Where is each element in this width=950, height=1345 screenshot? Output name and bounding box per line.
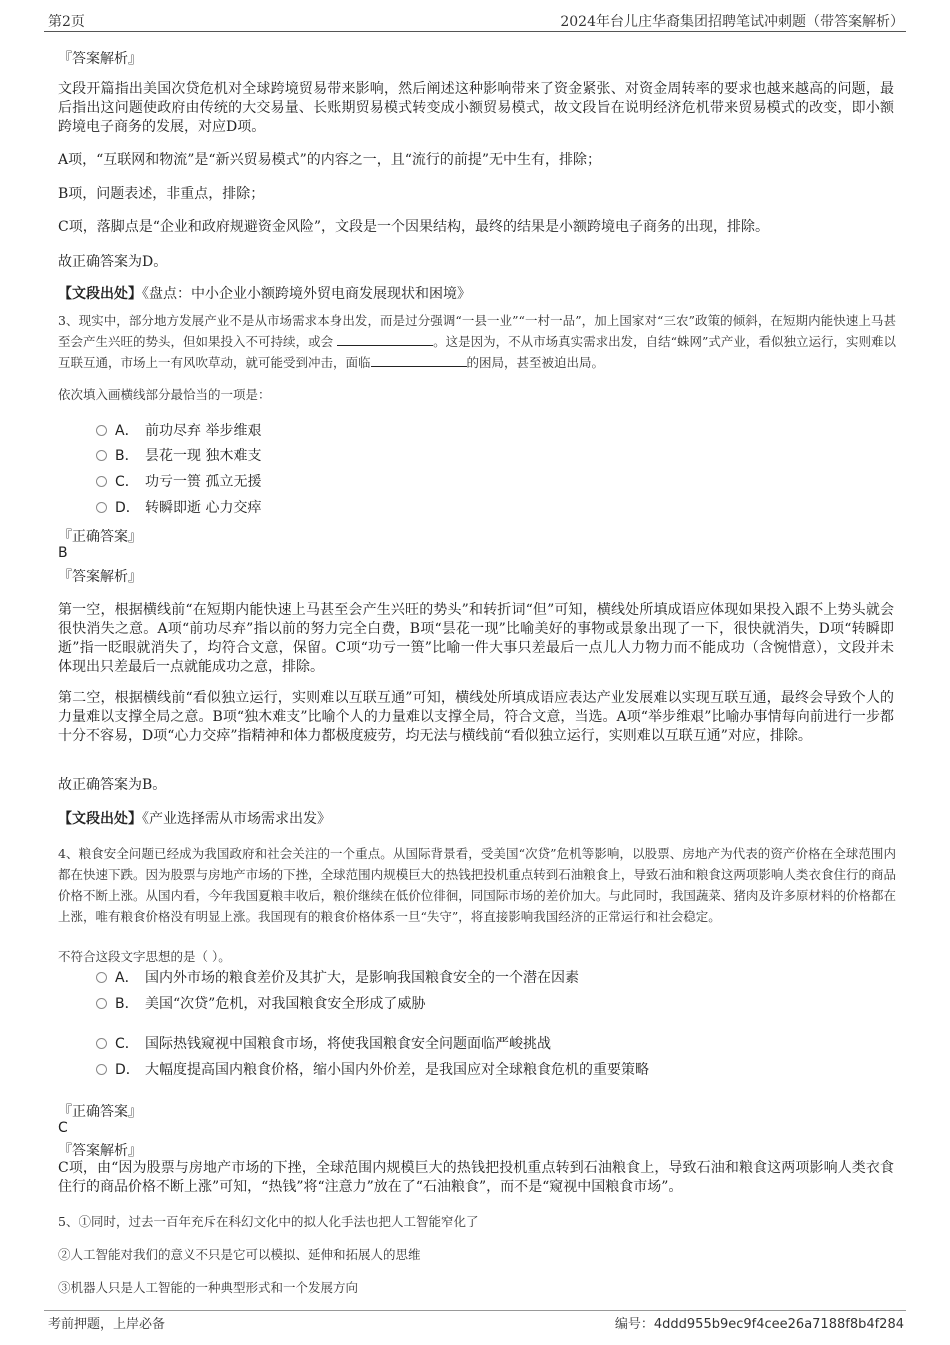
q4-answer: C — [58, 1120, 68, 1136]
q4-option-d-letter: D． — [115, 1062, 140, 1078]
q4-option-b-letter: B． — [115, 996, 139, 1012]
q2-analysis-label: 『答案解析』 — [58, 51, 142, 67]
q3-option-b-text: 昙花一现 独木难支 — [145, 448, 262, 464]
q3-analysis-para2: 第二空，根据横线前“看似独立运行，实则难以互联互通”可知，横线处所填成语应表达产业发展难以实现互联互通，最终会导致个人的力量难以支撑全局之意。B项“独木难支”比喻个人的力量难以支撑全局，符合文意，当选。A项“举步维艰”比喻办事情每向前进行一步都十分不容易，D项“心力交瘁”指精神和体力都极度疲劳，均无法与横线前“看似独立运行，实则难以互联互通”对应，排除。 — [58, 690, 894, 744]
q3-source — [58, 810, 894, 829]
q4-stem: 4、粮食安全问题已经成为我国政府和社会关注的一个重点。从国际背景看，受美国“次贷”危机等影响，以股票、房地产为代表的资产价格在全球范围内都在快速下跌。因为股票与房地产市场的下挫，全球范围内规模巨大的热钱把投机重点转到石油粮食上，导致石油和粮食这两项影响人类衣食住行的商品价格不断上涨。从国内看，今年我国夏粮丰收后，粮价继续在低价位徘徊，同国际市场的差价加大。与此同时，我国蔬菜、猪肉及许多原材料的价格都在上涨，唯有粮食价格没有明显上涨。我国现有的粮食价格体系一旦“失守”，将直接影响我国经济的正常运行和社会稳定。 — [58, 846, 896, 924]
q2-source — [58, 285, 894, 304]
q5-sentence-1: 5、①同时，过去一百年充斥在科幻文化中的拟人化手法也把人工智能窄化了 — [58, 1214, 479, 1229]
q4-option-b[interactable] — [96, 993, 425, 1013]
radio-icon[interactable] — [96, 450, 107, 461]
q3-analysis-label: 『答案解析』 — [58, 569, 142, 585]
q3-option-d[interactable] — [96, 497, 261, 517]
q3-stem-part2: 。这是因为，不从市场真实需求出发，自结“蛛网”式产业，看似独立运行，实则难以互联互通，市场上一有风吹草动，就可能受到冲击，面临 — [58, 334, 896, 370]
q3-option-d-letter: D． — [115, 500, 140, 516]
q4-option-a-letter: A． — [115, 970, 139, 986]
q3-blank-1 — [337, 333, 433, 346]
q4-prompt: 不符合这段文字思想的是（ ）。 — [58, 949, 231, 964]
q5-sentence-3: ③机器人只是人工智能的一种典型形式和一个发展方向 — [58, 1280, 359, 1295]
q2-option-a-explanation: A项，“互联网和物流”是“新兴贸易模式”的内容之一，且“流行的前提”无中生有，排除； — [58, 152, 602, 168]
q3-option-a[interactable] — [96, 420, 261, 440]
q4-option-b-text: 美国“次贷”危机，对我国粮食安全形成了威胁 — [145, 996, 426, 1012]
q4-option-c-text: 国际热钱窥视中国粮食市场，将使我国粮食安全问题面临严峻挑战 — [145, 1036, 551, 1052]
q3-answer-label: 『正确答案』 — [58, 529, 142, 545]
q2-option-c-explanation: C项，落脚点是“企业和政府规避资金风险”，文段是一个因果结构，最终的结果是小额跨境电子商务的出现，排除。 — [58, 219, 770, 235]
q4-option-d-text: 大幅度提高国内粮食价格，缩小国内外价差，是我国应对全球粮食危机的重要策略 — [145, 1062, 649, 1078]
q3-stem — [58, 310, 896, 373]
q3-option-b[interactable] — [96, 445, 261, 465]
q2-option-b-explanation: B项，问题表述，非重点，排除； — [58, 186, 265, 202]
q3-blank-2 — [371, 354, 467, 367]
header-divider — [44, 31, 906, 32]
q5-sentence-2: ②人工智能对我们的意义不只是它可以模拟、延伸和拓展人的思维 — [58, 1247, 421, 1262]
q4-option-d[interactable] — [96, 1059, 649, 1079]
q3-option-c[interactable] — [96, 471, 261, 491]
q2-source-title: 《盘点：中小企业小额跨境外贸电商发展现状和困境》 — [142, 286, 471, 302]
q3-prompt: 依次填入画横线部分最恰当的一项是： — [58, 387, 271, 402]
q3-option-a-letter: A． — [115, 423, 139, 439]
document-title: 2024年台儿庄华裔集团招聘笔试冲刺题（带答案解析） — [560, 14, 904, 30]
radio-icon[interactable] — [96, 476, 107, 487]
q4-option-a[interactable] — [96, 967, 579, 987]
q2-source-label: 【文段出处】 — [58, 286, 142, 302]
q3-answer: B — [58, 545, 68, 561]
document-id: 编号：4ddd955b9ec9f4cee26a7188f8b4f284 — [614, 1317, 904, 1332]
radio-icon[interactable] — [96, 1038, 107, 1049]
q3-option-c-letter: C． — [115, 474, 139, 490]
q2-conclusion: 故正确答案为D。 — [58, 254, 168, 270]
q4-analysis-text: C项，由“因为股票与房地产市场的下挫，全球范围内规模巨大的热钱把投机重点转到石油粮食上，导致石油和粮食这两项影响人类衣食住行的商品价格不断上涨”可知，“热钱”将“注意力”放在了“石油粮食”，而不是“窥视中国粮食市场”。 — [58, 1160, 894, 1195]
q3-stem-part3: 的困局，甚至被迫出局。 — [466, 355, 605, 370]
radio-icon[interactable] — [96, 425, 107, 436]
q3-option-b-letter: B． — [115, 448, 139, 464]
q3-conclusion: 故正确答案为B。 — [58, 777, 167, 793]
footer-slogan: 考前押题，上岸必备 — [48, 1317, 166, 1332]
q4-option-c[interactable] — [96, 1033, 551, 1053]
q3-option-d-text: 转瞬即逝 心力交瘁 — [145, 500, 262, 516]
q2-analysis-text: 文段开篇指出美国次贷危机对全球跨境贸易带来影响，然后阐述这种影响带来了资金紧张、对资金周转率的要求也越来越高的问题，最后指出这问题使政府由传统的大交易量、长账期贸易模式转变成小额贸易模式，故文段旨在说明经济危机带来贸易模式的改变，即小额跨境电子商务的发展，对应D项。 — [58, 81, 894, 135]
radio-icon[interactable] — [96, 1064, 107, 1075]
radio-icon[interactable] — [96, 502, 107, 513]
q3-option-c-text: 功亏一篑 孤立无援 — [145, 474, 262, 490]
page-number: 第2页 — [48, 14, 85, 30]
q4-analysis-label: 『答案解析』 — [58, 1143, 142, 1159]
radio-icon[interactable] — [96, 998, 107, 1009]
q3-source-label: 【文段出处】 — [58, 811, 142, 827]
q4-answer-label: 『正确答案』 — [58, 1104, 142, 1120]
q3-stem-part1: 3、现实中，部分地方发展产业不是从市场需求本身出发，而是过分强调“一县一业”“一村一品”，加上国家对“三农”政策的倾斜，在短期内能快速上马甚至会产生兴旺的势头，但如果投入不可持续，或会 — [58, 313, 896, 349]
footer-divider — [44, 1310, 906, 1311]
radio-icon[interactable] — [96, 972, 107, 983]
q4-option-c-letter: C． — [115, 1036, 139, 1052]
q3-source-title: 《产业选择需从市场需求出发》 — [142, 811, 331, 827]
q4-option-a-text: 国内外市场的粮食差价及其扩大，是影响我国粮食安全的一个潜在因素 — [145, 970, 579, 986]
q3-option-a-text: 前功尽弃 举步维艰 — [145, 423, 262, 439]
q3-analysis-para1: 第一空，根据横线前“在短期内能快速上马甚至会产生兴旺的势头”和转折词“但”可知，横线处所填成语应体现如果投入跟不上势头就会很快消失之意。A项“前功尽弃”指以前的努力完全白费，B项“昙花一现”比喻美好的事物或景象出现了一下，很快就消失，D项“转瞬即逝”指一眨眼就消失了，均符合文意，保留。C项“功亏一篑”比喻一件大事只差最后一点儿人力物力而不能成功（含惋惜意），文段并未体现出只差最后一点就能成功之意，排除。 — [58, 602, 894, 675]
